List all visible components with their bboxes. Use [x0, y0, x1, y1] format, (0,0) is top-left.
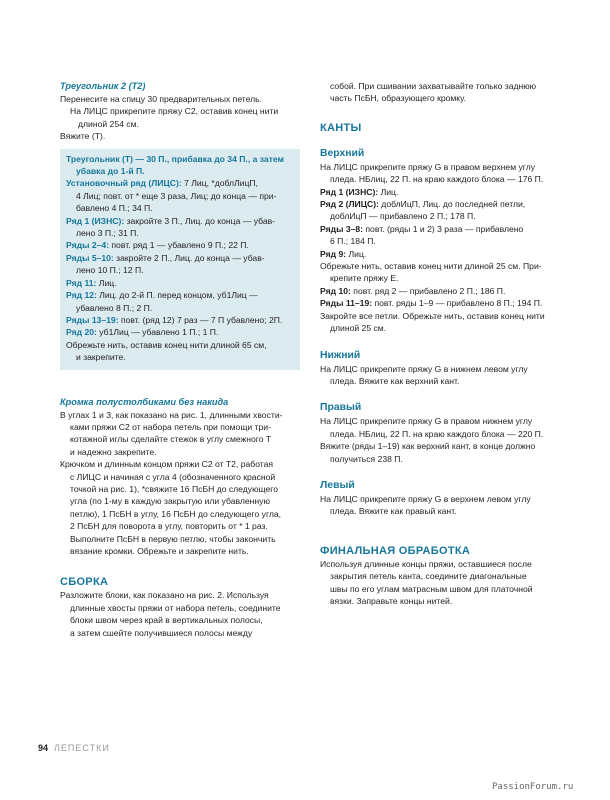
- upper-end: длиной 25 см.: [330, 323, 387, 334]
- rows-2-4: Ряды 2–4: повт. ряд 1 — убавлено 9 П.; 22 П.: [66, 240, 249, 251]
- top-line: часть ПсБН, образующего кромку.: [330, 93, 466, 104]
- page-footer: [38, 743, 110, 753]
- row-12: Ряд 12: Лиц. до 2-й П. перед концом, уб1Лиц —: [66, 290, 258, 301]
- rightside-title: Правый: [320, 402, 362, 414]
- row-1-cont: лено 3 П.; 31 П.: [76, 228, 139, 239]
- setup-row-cont: бавлено 4 П.; 34 П.: [76, 203, 153, 214]
- setup-row-cont: 4 Лиц; повт. от * еще 3 раза, Лиц; до конца — при-: [76, 190, 277, 201]
- upper-rows-3-8: Ряды 3–8: повт. (ряды 1 и 2) 3 раза — прибавлено: [320, 223, 524, 234]
- edge-line: ками пряжи С2 от набора петель при помощи три-: [70, 421, 271, 432]
- pattern-box: [60, 149, 300, 370]
- triangle2-line: длиной 254 см.: [78, 118, 139, 129]
- lower-line: На ЛИЦС прикрепите пряжу G в нижнем левом углу: [320, 363, 528, 374]
- edge-line: 2 ПсБН для поворота в углу, повторить от * 1 раз.: [70, 521, 268, 532]
- row-11: Ряд 11: Лиц.: [66, 277, 117, 288]
- edge-line: вязание кромки. Обрежьте и закрепите нить.: [70, 546, 249, 556]
- edge-line: Крючком и длинным концом пряжи С2 от Т2, работая: [60, 459, 274, 470]
- box-title-2: убавка до 1-й П.: [76, 166, 145, 177]
- edge-title: Кромка полустолбиками без накида: [60, 396, 229, 407]
- leftside-title: Левый: [320, 479, 355, 491]
- section-name: ЛЕПЕСТКИ: [54, 743, 110, 753]
- edge-line: с ЛИЦС и начиная с угла 4 (обозначенного красной: [70, 471, 276, 482]
- left-column: [60, 0, 300, 639]
- upper-row-2: Ряд 2 (ЛИЦС): доблИцП, Лиц. до последней петли,: [320, 199, 526, 210]
- edge-line: Выполните ПсБН в первую петлю, чтобы закончить: [70, 533, 276, 544]
- edge-line: В углах 1 и 3, как показано на рис. 1, длинными хвости-: [60, 409, 283, 420]
- lower-line: пледа. Вяжите как верхний кант.: [330, 375, 460, 386]
- edge-line: и надежно закрепите.: [70, 446, 157, 457]
- assembly-line: длинные хвосты пряжи от набора петель, соедините: [70, 602, 281, 613]
- upper-rows-3-8-cont: 6 П.; 184 П.: [330, 236, 376, 247]
- rows-13-19: Ряды 13–19: повт. (ряд 12) 7 раз — 7 П убавлено; 2П.: [66, 314, 283, 325]
- upper-row-9: Ряд 9: Лиц.: [320, 248, 367, 259]
- upper-rows-11-19: Ряды 11–19: повт. ряды 1–9 — прибавлено 8 П.; 194 П.: [320, 298, 543, 309]
- triangle2-line: Вяжите (Т).: [60, 131, 106, 142]
- page-number: 94: [38, 743, 49, 753]
- final-line: вязки. Заправьте концы нитей.: [330, 595, 453, 606]
- upper-title: Верхний: [320, 147, 365, 159]
- edge-line: котажной иглы сделайте стежок в углу смежного Т: [70, 434, 272, 445]
- rows-5-10: Ряды 5–10: закройте 2 П., Лиц. до конца — убав-: [66, 252, 265, 263]
- row-1: Ряд 1 (ИЗНС): закройте 3 П., Лиц. до конца — убав-: [66, 215, 276, 226]
- lower-title: Нижний: [320, 349, 361, 361]
- upper-end: Закройте все петли. Обрежьте нить, оставив конец нити: [320, 310, 545, 321]
- upper-line: На ЛИЦС прикрепите пряжу G в правом верхнем углу: [320, 161, 536, 172]
- box-end: и закрепите.: [76, 352, 126, 363]
- rows-5-10-cont: лено 10 П.; 12 П.: [76, 265, 144, 276]
- triangle2-line: На ЛИЦС прикрепите пряжу С2, оставив конец нити: [70, 106, 279, 117]
- edges-title: КАНТЫ: [320, 121, 362, 134]
- box-end: Обрежьте нить, оставив конец нити длиной 65 см,: [66, 339, 267, 350]
- rightside-line: получиться 238 П.: [330, 453, 403, 464]
- upper-row-10: Ряд 10: повт. ряд 2 — прибавлено 2 П.; 186 П.: [320, 285, 506, 296]
- right-column: [320, 0, 565, 607]
- leftside-line: На ЛИЦС прикрепите пряжу G в верхнем левом углу: [320, 493, 531, 504]
- rightside-line: пледа. НБлиц, 22 П. на краю каждого блока — 220 П.: [330, 428, 544, 439]
- rightside-line: На ЛИЦС прикрепите пряжу G в правом нижнем углу: [320, 416, 533, 427]
- leftside-line: пледа. Вяжите как правый кант.: [330, 506, 457, 517]
- triangle2-title: Треугольник 2 (Т2): [60, 81, 146, 91]
- triangle2-line: Перенесите на спицу 30 предварительных петель.: [60, 94, 263, 104]
- final-line: Используя длинные концы пряжи, оставшиеся после: [320, 558, 532, 569]
- upper-line: пледа. НБлиц, 22 П. на краю каждого блока — 176 П.: [330, 174, 544, 185]
- edge-line: точкой на рис. 1), *свяжите 16 ПсБН до следующего: [70, 483, 279, 494]
- box-title: Треугольник (Т) — 30 П., прибавка до 34 П., а затем: [66, 153, 284, 164]
- edge-line: петлю), 1 ПсБН в углу, 16 ПсБН до следующего угла,: [70, 508, 282, 519]
- upper-row-1: Ряд 1 (ИЗНС): Лиц.: [320, 186, 399, 197]
- edge-line: угла (по 1-му в каждую закрытую или убавленную: [70, 496, 270, 507]
- final-line: швы по его углам матрасным швом для платочной: [330, 583, 533, 594]
- assembly-line: блоки швом через край в вертикальных полосы,: [70, 615, 263, 626]
- upper-mid: Обрежьте нить, оставив конец нити длиной 25 см. При-: [320, 261, 542, 272]
- upper-row-2-cont: доблИцП — прибавлено 2 П.; 178 П.: [330, 211, 476, 222]
- setup-row: Установочный ряд (ЛИЦС): 7 Лиц, *доблЛицП,: [66, 178, 258, 189]
- upper-mid: крепите пряжу E.: [330, 273, 399, 284]
- assembly-title: СБОРКА: [60, 576, 109, 589]
- watermark: PassionForum.ru: [492, 782, 574, 792]
- final-title: ФИНАЛЬНАЯ ОБРАБОТКА: [320, 544, 471, 557]
- row-20: Ряд 20: уб1Лиц — убавлено 1 П.; 1 П.: [66, 327, 219, 338]
- final-line: закрытия петель канта, соедините диагональные: [330, 571, 527, 582]
- top-line: собой. При сшивании захватывайте только заднюю: [330, 81, 537, 91]
- row-12-cont: убавлено 8 П.; 2 П.: [76, 302, 153, 313]
- rightside-line: Вяжите (ряды 1–19) как верхний кант, в конце должно: [320, 441, 536, 452]
- assembly-line: Разложите блоки, как показано на рис. 2. Используя: [60, 590, 269, 601]
- assembly-line: а затем сшейте получившиеся полосы между: [70, 627, 253, 638]
